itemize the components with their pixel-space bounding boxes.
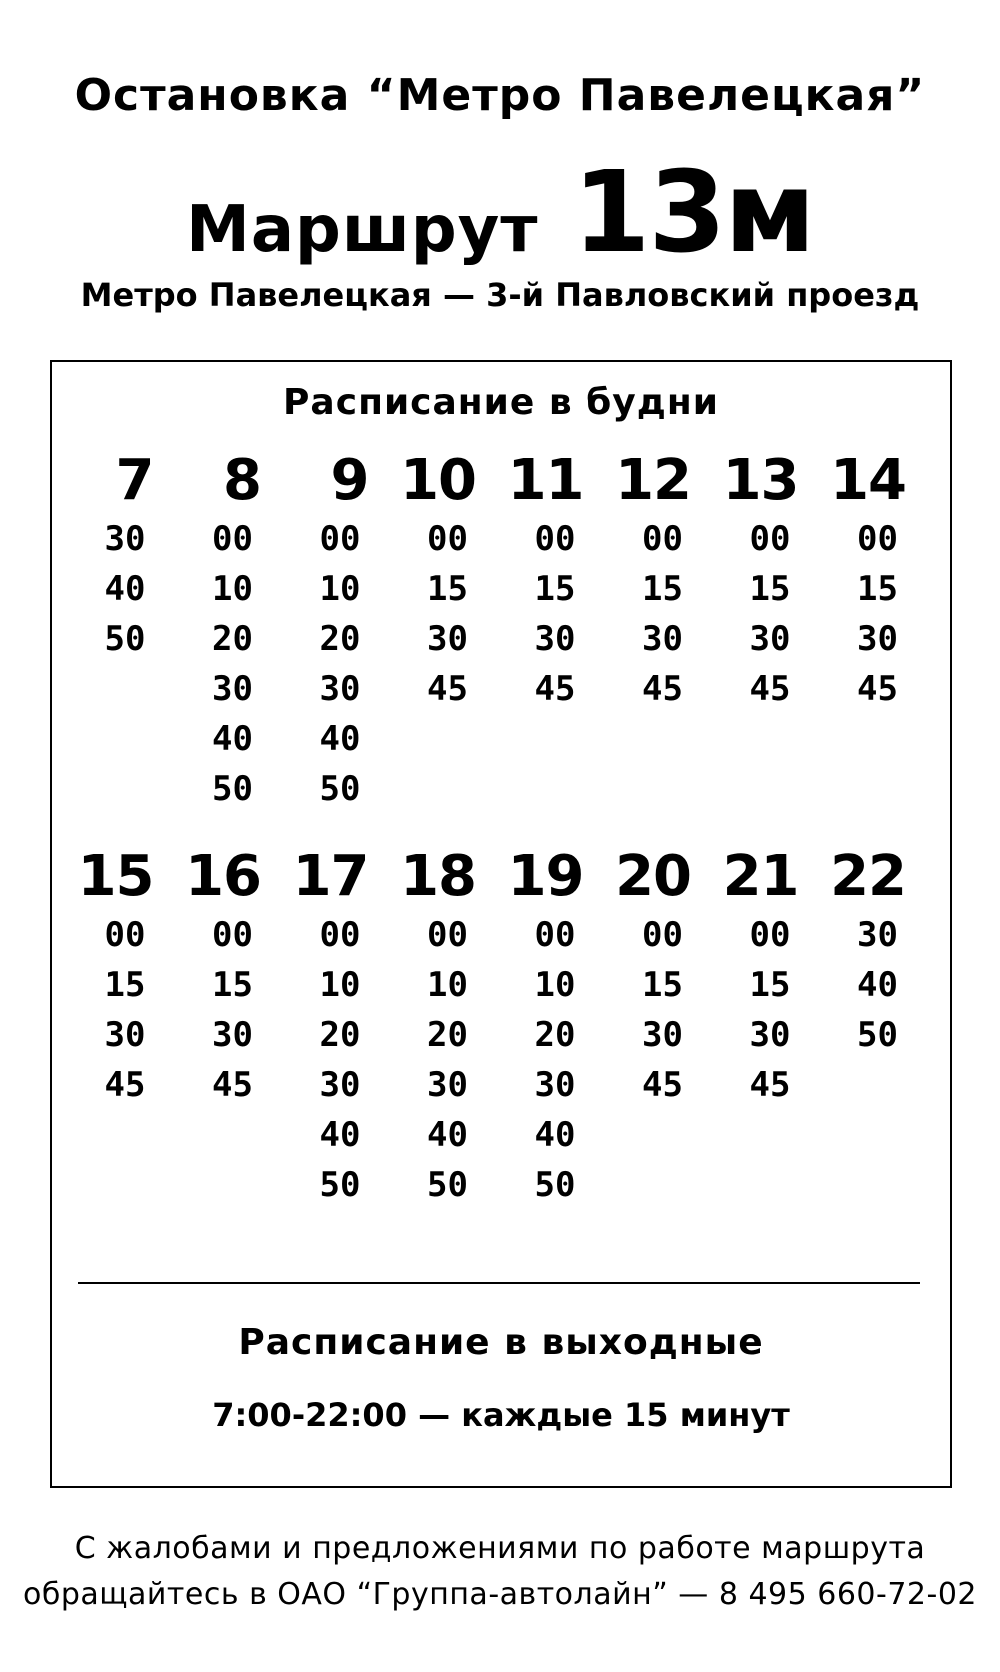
minute-value: 30 <box>427 1065 468 1105</box>
hour-column <box>502 448 610 814</box>
weekday-schedule-title: Расписание в будни <box>283 382 719 423</box>
weekend-schedule-info: 7:00-22:00 — каждые 15 минут <box>212 1396 790 1434</box>
minute-value: 30 <box>534 1065 576 1105</box>
minute-value: 30 <box>212 669 253 709</box>
hour-label: 13 <box>722 448 799 513</box>
minute-value: 30 <box>749 619 791 659</box>
minute-value: 10 <box>427 965 468 1005</box>
minute-value: 30 <box>857 915 898 955</box>
hour-column <box>287 844 395 1210</box>
minute-value: 45 <box>642 1065 683 1105</box>
hour-label: 22 <box>830 844 906 909</box>
minute-value: 50 <box>104 619 146 659</box>
hour-label: 15 <box>77 844 154 909</box>
minute-value: 30 <box>857 619 898 659</box>
minute-value: 10 <box>319 965 361 1005</box>
minute-value: 30 <box>104 1015 146 1055</box>
hour-column <box>395 448 503 814</box>
minute-value: 00 <box>212 519 253 559</box>
minute-value: 15 <box>749 569 791 609</box>
minute-value: 40 <box>427 1115 468 1155</box>
hour-column <box>825 844 933 1210</box>
minute-value: 00 <box>534 519 576 559</box>
stop-title: Остановка “Метро Павелецкая” <box>74 70 926 121</box>
route-direction: Метро Павелецкая — 3-й Павловский проезд <box>80 276 920 314</box>
hour-column <box>395 844 503 1210</box>
minute-value: 40 <box>534 1115 576 1155</box>
minute-value: 10 <box>534 965 576 1005</box>
minute-value: 45 <box>749 1065 791 1105</box>
minute-value: 00 <box>642 915 683 955</box>
minute-value: 45 <box>212 1065 253 1105</box>
divider <box>78 1282 920 1284</box>
minute-value: 15 <box>534 569 576 609</box>
hour-column <box>610 844 718 1210</box>
hour-label: 17 <box>292 844 369 909</box>
hour-label: 10 <box>400 448 476 513</box>
minute-value: 50 <box>319 769 361 809</box>
minute-value: 20 <box>319 619 361 659</box>
hour-column <box>610 448 718 814</box>
minute-value: 40 <box>857 965 898 1005</box>
hour-label: 18 <box>400 844 476 909</box>
minute-value: 15 <box>642 569 683 609</box>
minute-value: 00 <box>427 519 468 559</box>
route-number: 13м <box>572 148 814 278</box>
weekday-grid-morning <box>72 448 932 814</box>
minute-value: 20 <box>319 1015 361 1055</box>
hour-label: 9 <box>330 448 369 513</box>
minute-value: 30 <box>642 619 683 659</box>
minute-value: 15 <box>642 965 683 1005</box>
minute-value: 40 <box>212 719 253 759</box>
minute-value: 20 <box>427 1015 468 1055</box>
minute-value: 40 <box>319 1115 361 1155</box>
minute-value: 50 <box>427 1165 468 1205</box>
minute-value: 00 <box>749 519 791 559</box>
minute-value: 30 <box>319 669 361 709</box>
hour-column <box>180 844 288 1210</box>
minute-value: 10 <box>212 569 253 609</box>
hour-label: 12 <box>615 448 691 513</box>
minute-value: 00 <box>104 915 146 955</box>
hour-column <box>717 844 825 1210</box>
minute-value: 00 <box>319 519 361 559</box>
minute-value: 45 <box>427 669 468 709</box>
hour-label: 8 <box>223 448 261 513</box>
hour-column <box>180 448 288 814</box>
minute-value: 50 <box>857 1015 898 1055</box>
hour-column <box>717 448 825 814</box>
hour-column <box>502 844 610 1210</box>
minute-value: 15 <box>104 965 146 1005</box>
minute-value: 40 <box>104 569 146 609</box>
minute-value: 30 <box>534 619 576 659</box>
minute-value: 20 <box>534 1015 576 1055</box>
minute-value: 00 <box>534 915 576 955</box>
minute-value: 15 <box>427 569 468 609</box>
minute-value: 15 <box>749 965 791 1005</box>
route-label: Маршрут <box>186 193 539 267</box>
hour-label: 21 <box>722 844 799 909</box>
minute-value: 50 <box>319 1165 361 1205</box>
hour-label: 19 <box>507 844 584 909</box>
minute-value: 15 <box>857 569 898 609</box>
minute-value: 20 <box>212 619 253 659</box>
hour-label: 16 <box>185 844 261 909</box>
route-heading <box>0 148 1000 278</box>
minute-value: 30 <box>427 619 468 659</box>
hour-label: 14 <box>830 448 906 513</box>
hour-column <box>825 448 933 814</box>
minute-value: 45 <box>749 669 791 709</box>
weekend-schedule-title: Расписание в выходные <box>238 1322 764 1363</box>
minute-value: 50 <box>534 1165 576 1205</box>
footer-line-1: С жалобами и предложениями по работе маршрута <box>74 1531 926 1566</box>
hour-label: 7 <box>115 448 154 513</box>
schedule-frame <box>50 360 952 1488</box>
hour-column <box>72 448 180 814</box>
weekday-grid-afternoon <box>72 844 932 1210</box>
minute-value: 00 <box>427 915 468 955</box>
hour-label: 20 <box>615 844 691 909</box>
minute-value: 30 <box>212 1015 253 1055</box>
hour-label: 11 <box>507 448 584 513</box>
hour-column <box>72 844 180 1210</box>
hour-column <box>287 448 395 814</box>
minute-value: 45 <box>534 669 576 709</box>
minute-value: 40 <box>319 719 361 759</box>
minute-value: 10 <box>319 569 361 609</box>
minute-value: 30 <box>749 1015 791 1055</box>
minute-value: 00 <box>319 915 361 955</box>
minute-value: 50 <box>212 769 253 809</box>
minute-value: 00 <box>857 519 898 559</box>
minute-value: 15 <box>212 965 253 1005</box>
footer-line-2: обращайтесь в ОАО “Группа-автолайн” — 8 495 660-72-02 <box>23 1577 977 1612</box>
minute-value: 30 <box>319 1065 361 1105</box>
minute-value: 00 <box>642 519 683 559</box>
minute-value: 45 <box>104 1065 146 1105</box>
minute-value: 00 <box>749 915 791 955</box>
minute-value: 30 <box>642 1015 683 1055</box>
minute-value: 30 <box>104 519 146 559</box>
minute-value: 45 <box>642 669 683 709</box>
footer-contact <box>0 1526 1000 1618</box>
minute-value: 45 <box>857 669 898 709</box>
minute-value: 00 <box>212 915 253 955</box>
